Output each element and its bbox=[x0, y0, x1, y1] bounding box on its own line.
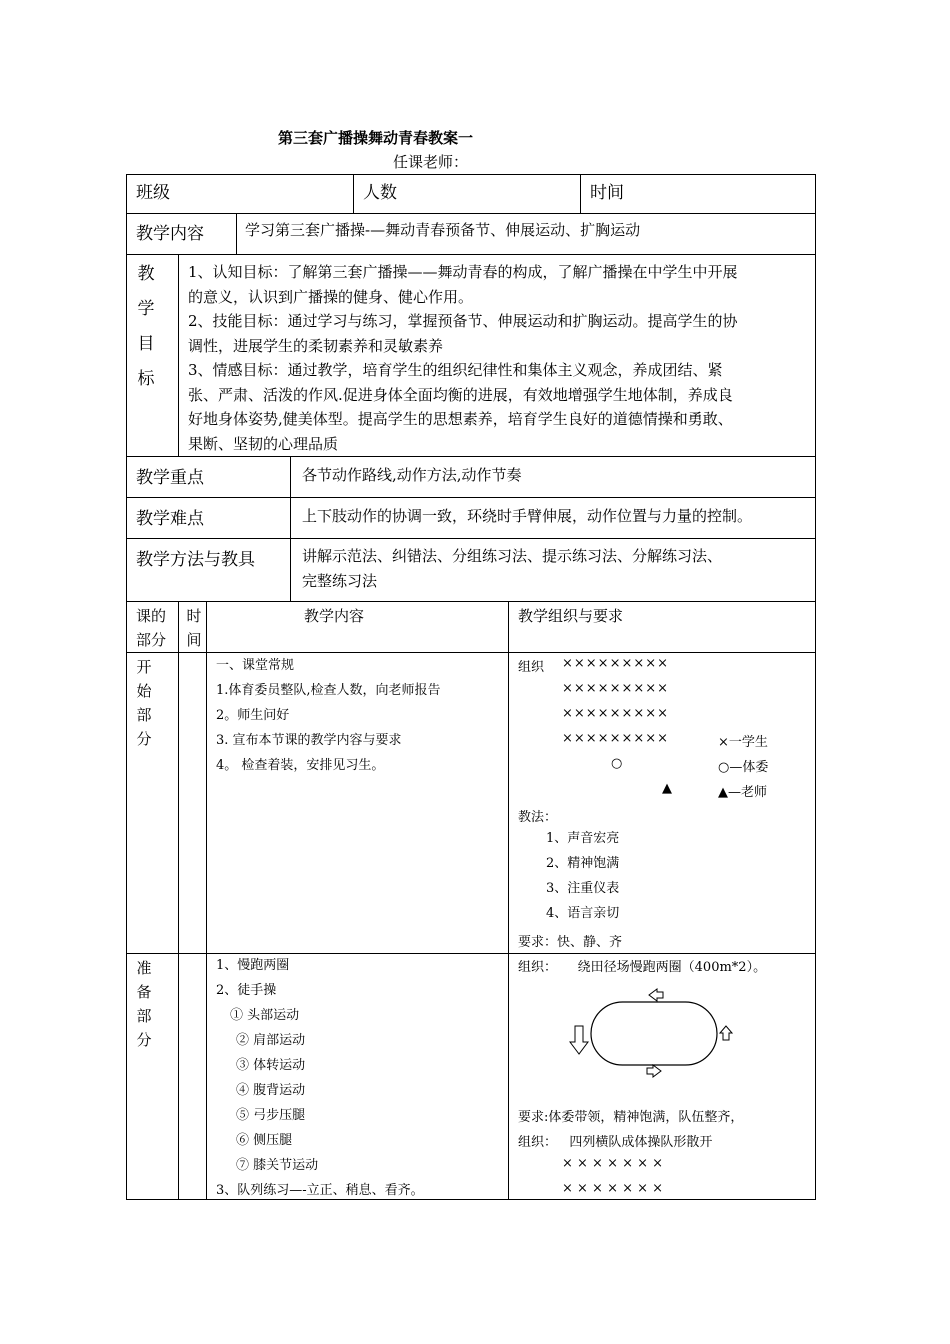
time-header: 时 间 bbox=[186, 607, 202, 649]
legend-monitor: ○—体委 bbox=[718, 760, 769, 775]
content-header: 教学内容 bbox=[304, 607, 365, 625]
track-oval bbox=[591, 1002, 717, 1065]
teacher-triangle-icon: ▲ bbox=[662, 781, 672, 796]
content-text: 学习第三套广播操-—舞动青春预备节、伸展运动、扩胸运动 bbox=[245, 221, 641, 239]
goals-label: 教 学 目 标 bbox=[137, 264, 155, 389]
legend-teacher: ▲—老师 bbox=[718, 785, 767, 800]
prep-part-label: 准 备 部 分 bbox=[136, 959, 152, 1049]
count-label: 人数 bbox=[363, 183, 397, 203]
key-points-label: 教学重点 bbox=[136, 468, 204, 488]
method-label: 教法： bbox=[518, 810, 558, 825]
time-label: 时间 bbox=[590, 183, 624, 203]
start-content: 一、课堂常规 1.体育委员整队,检查人数，向老师报告 2。师生问好 3. 宣布本节课的教学内容与要求 4。 检查着装，安排见习生。 bbox=[216, 658, 441, 773]
prep-content: 1、慢跑两圈 2、徒手操 ① 头部运动 ② 肩部运动 ③ 体转运动 ④ 腹背运动 ⑤ 弓步压腿 ⑥ 侧压腿 ⑦ 膝关节运动 3、队列练习—-立正、稍息、看齐。 bbox=[216, 958, 424, 1198]
legend-student: ×一学生 bbox=[718, 735, 768, 750]
arrow-down-icon bbox=[570, 1026, 588, 1054]
track-diagram bbox=[565, 982, 745, 1082]
methods-text: 讲解示范法、纠错法、分组练习法、提示练习法、分解练习法、 完整练习法 bbox=[302, 547, 723, 590]
goals-text: 1、认知目标：了解第三套广播操——舞动青春的构成，了解广播操在中学生中开展 的意义，认识到广播操的健身、健心作用。 2、技能目标：通过学习与练习，掌握预备节、伸展运动和扩胸运动。提高学生的协 调性，进展学生的柔韧素养和灵敏素养 3、情感目标：通过教学，培育学生的组织纪律性和集体主义观念，养成团结、紧 张、严肃、活泼的作风.促进身体全面均衡的进展，有效地增强学生地体制，养成良 好地身体姿势,健美体型。提高学生的思想素养，培育学生良好的道德情操和勇敢、 果断、坚韧的心理品质 bbox=[188, 263, 738, 453]
formation-row: × × × × × × × bbox=[562, 1181, 664, 1196]
monitor-circle-icon: ○ bbox=[611, 756, 623, 771]
arrow-left-icon bbox=[649, 989, 663, 1001]
key-points-text: 各节动作路线,动作方法,动作节奏 bbox=[302, 466, 522, 484]
prep-org-line: 组织： 四列横队成体操队形散开 bbox=[518, 1135, 713, 1150]
formation-row: ××××××××× bbox=[562, 706, 670, 721]
start-requirement: 要求：快、静、齐 bbox=[518, 935, 623, 950]
org-label: 组织 bbox=[518, 660, 545, 675]
content-label: 教学内容 bbox=[136, 224, 204, 244]
run-route-text: 组织： 绕田径场慢跑两圈（400m*2）。 bbox=[518, 960, 767, 975]
method-list: 1、声音宏亮 2、精神饱满 3、注重仪表 4、语言亲切 bbox=[546, 831, 620, 921]
arrow-right-icon bbox=[647, 1065, 661, 1077]
part-header: 课的 部分 bbox=[136, 607, 167, 649]
formation-row: × × × × × × × bbox=[562, 1156, 664, 1171]
methods-label: 教学方法与教具 bbox=[136, 550, 255, 570]
difficulties-label: 教学难点 bbox=[136, 509, 204, 529]
start-part-label: 开 始 部 分 bbox=[136, 658, 152, 748]
teacher-label: 任课老师： bbox=[393, 153, 469, 171]
document-title: 第三套广播操舞动青春教案一 bbox=[278, 129, 474, 147]
class-label: 班级 bbox=[136, 183, 170, 203]
formation-row: ××××××××× bbox=[562, 681, 670, 696]
prep-requirement: 要求:体委带领，精神饱满，队伍整齐， bbox=[518, 1110, 744, 1125]
org-header: 教学组织与要求 bbox=[518, 607, 624, 625]
formation-row: ××××××××× bbox=[562, 656, 670, 671]
difficulties-text: 上下肢动作的协调一致，环绕时手臂伸展，动作位置与力量的控制。 bbox=[302, 507, 753, 525]
formation-row: ××××××××× bbox=[562, 731, 670, 746]
arrow-up-icon bbox=[720, 1026, 732, 1040]
